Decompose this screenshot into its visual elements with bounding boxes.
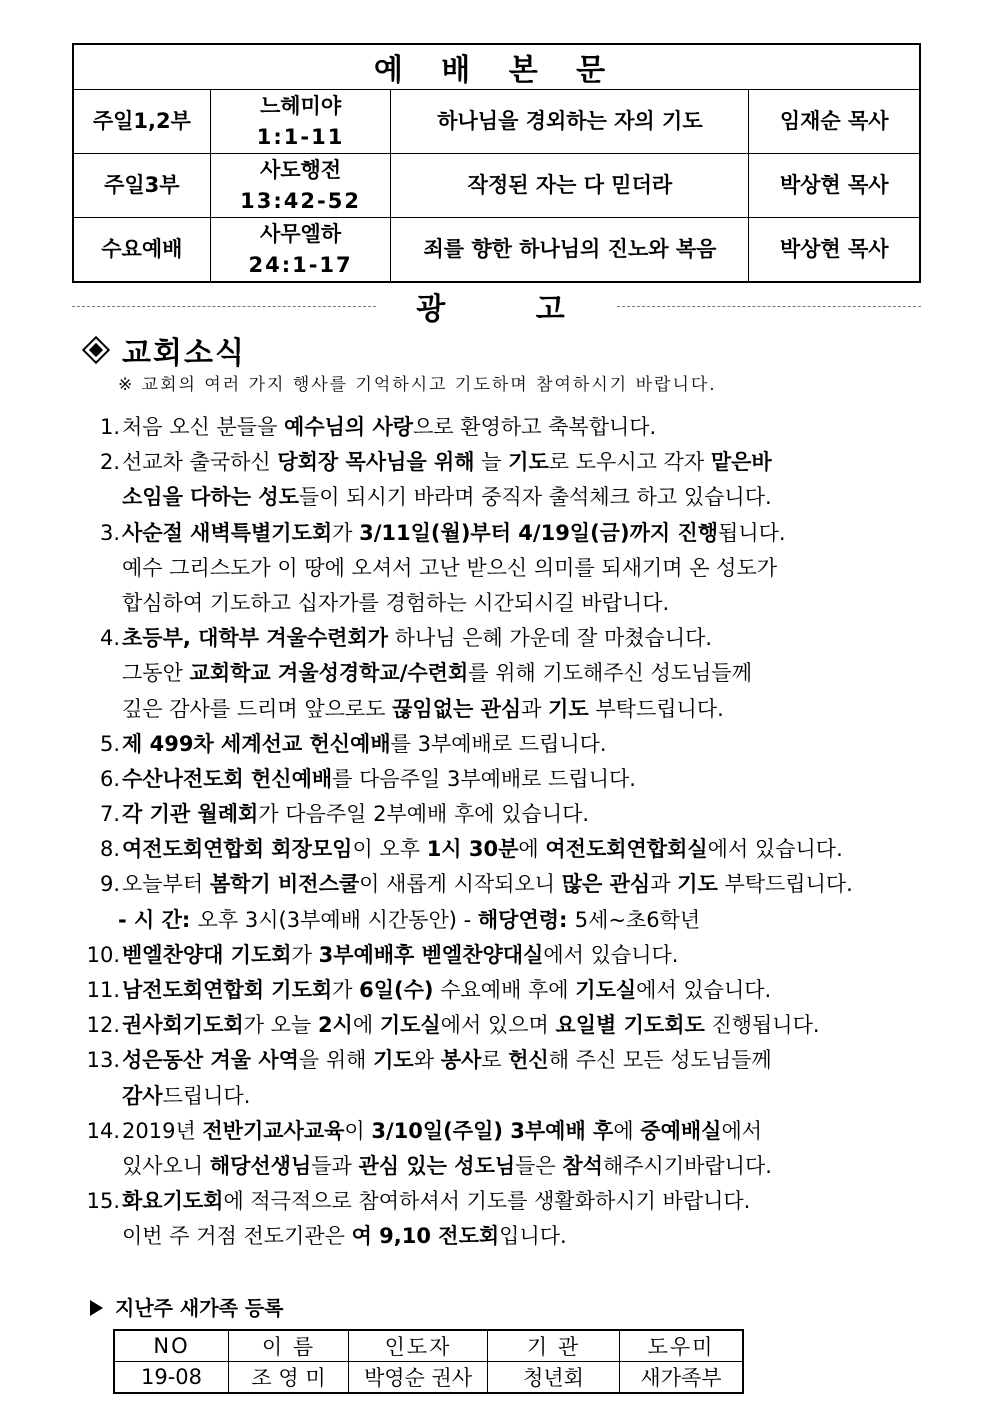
dashed-divider bbox=[72, 306, 376, 307]
column-header: 이 름 bbox=[229, 1330, 349, 1362]
column-header: 기 관 bbox=[488, 1330, 620, 1362]
service-name: 주일1,2부 bbox=[73, 90, 210, 154]
scripture-ref bbox=[210, 218, 391, 283]
scripture-book: 사무엘하 bbox=[259, 221, 342, 246]
sermon-row bbox=[73, 218, 920, 283]
sermon-topic: 작정된 자는 다 믿더라 bbox=[391, 154, 749, 218]
list-item bbox=[72, 832, 932, 867]
service-name: 수요예배 bbox=[73, 218, 210, 283]
list-item bbox=[72, 727, 932, 762]
item-number: 3. bbox=[99, 520, 120, 545]
item-text: 성은동산 겨울 사역을 위해 기도와 봉사로 헌신해 주신 모든 성도님들께 bbox=[122, 1048, 772, 1073]
triangle-bullet-icon bbox=[90, 1300, 103, 1316]
scripture-ref bbox=[210, 90, 391, 154]
scripture-book: 사도행전 bbox=[259, 157, 342, 182]
item-text: 각 기관 월례회가 다음주일 2부예배 후에 있습니다. bbox=[122, 802, 590, 827]
item-number: 11. bbox=[86, 978, 120, 1002]
list-item bbox=[72, 1114, 932, 1149]
scripture-verse: 24:1-17 bbox=[248, 252, 353, 277]
item-continuation: 깊은 감사를 드리며 앞으로도 끊임없는 관심과 기도 부탁드립니다. bbox=[122, 696, 724, 721]
table-cell: 청년회 bbox=[488, 1362, 620, 1394]
news-header bbox=[80, 330, 246, 370]
sermon-table bbox=[72, 43, 921, 283]
list-item bbox=[72, 516, 932, 551]
list-item bbox=[72, 1008, 932, 1043]
item-number: 1. bbox=[99, 415, 120, 439]
announcement-list bbox=[72, 410, 932, 1255]
item-continuation: 그동안 교회학교 겨울성경학교/수련회를 위해 기도해주신 성도님들께 bbox=[122, 661, 752, 686]
preacher: 박상현 목사 bbox=[749, 218, 920, 283]
item-number: 9. bbox=[99, 872, 120, 897]
new-family-header bbox=[90, 1292, 284, 1321]
new-family-table bbox=[113, 1329, 744, 1394]
item-continuation: 감사드립니다. bbox=[122, 1083, 251, 1108]
preacher: 임재순 목사 bbox=[749, 90, 920, 154]
item-number: 6. bbox=[99, 766, 120, 791]
table-cell: 새가족부 bbox=[620, 1362, 744, 1394]
preacher: 박상현 목사 bbox=[749, 154, 920, 218]
sermon-topic: 죄를 향한 하나님의 진노와 복음 bbox=[391, 218, 749, 283]
column-header: NO bbox=[114, 1330, 229, 1362]
sermon-row bbox=[73, 90, 920, 154]
sermon-topic: 하나님을 경외하는 자의 기도 bbox=[391, 90, 749, 154]
item-continuation: 이번 주 거점 전도기관은 여 9,10 전도회입니다. bbox=[122, 1224, 567, 1249]
scripture-book: 느헤미야 bbox=[259, 93, 342, 118]
ad-header bbox=[72, 286, 921, 326]
list-item bbox=[72, 1184, 932, 1219]
scripture-verse: 13:42-52 bbox=[240, 188, 361, 213]
table-header-row bbox=[114, 1330, 743, 1362]
item-number: 13. bbox=[86, 1048, 120, 1073]
item-text: 제 499차 세계선교 헌신예배를 3부예배로 드립니다. bbox=[122, 731, 607, 756]
item-continuation: 있사오니 해당선생님들과 관심 있는 성도님들은 참석해주시기바랍니다. bbox=[122, 1153, 772, 1178]
item-number: 5. bbox=[99, 731, 120, 756]
list-item bbox=[72, 762, 932, 797]
table-cell: 19-08 bbox=[114, 1362, 229, 1394]
item-number: 7. bbox=[99, 802, 120, 827]
item-number: 15. bbox=[86, 1189, 120, 1214]
item-text: 오늘부터 봄학기 비전스쿨이 새롭게 시작되오니 많은 관심과 기도 부탁드립니다. bbox=[122, 872, 853, 897]
item-text: 화요기도회에 적극적으로 참여하셔서 기도를 생활화하시기 바랍니다. bbox=[122, 1189, 751, 1214]
item-text: 남전도회연합회 기도회가 6일(수) 수요예배 후에 기도실에서 있습니다. bbox=[122, 978, 772, 1002]
list-item bbox=[72, 973, 932, 1008]
diamond-bullet-icon bbox=[82, 336, 110, 364]
ad-title: 광 고 bbox=[416, 292, 605, 327]
list-item bbox=[72, 621, 932, 656]
scripture-ref bbox=[210, 154, 391, 218]
item-text: 처음 오신 분들을 예수님의 사랑으로 환영하고 축복합니다. bbox=[122, 415, 657, 439]
list-item bbox=[72, 797, 932, 832]
item-number: 8. bbox=[99, 837, 120, 862]
item-text: 사순절 새벽특별기도회가 3/11일(월)부터 4/19일(금)까지 진행됩니다. bbox=[122, 520, 786, 545]
new-family-title: 지난주 새가족 등록 bbox=[115, 1296, 284, 1320]
table-cell: 조 영 미 bbox=[229, 1362, 349, 1394]
item-number: 14. bbox=[86, 1118, 120, 1143]
column-header: 도우미 bbox=[620, 1330, 744, 1362]
news-title: 교회소식 bbox=[122, 336, 246, 371]
news-note: ※ 교회의 여러 가지 행사를 기억하시고 기도하며 참여하시기 바랍니다. bbox=[118, 375, 717, 395]
service-name: 주일3부 bbox=[73, 154, 210, 218]
list-item bbox=[72, 1043, 932, 1078]
list-item bbox=[72, 445, 932, 480]
sermon-row bbox=[73, 154, 920, 218]
item-text: 초등부, 대학부 겨울수련회가 하나님 은혜 가운데 잘 마쳤습니다. bbox=[122, 626, 713, 651]
dashed-divider bbox=[617, 306, 921, 307]
list-item bbox=[72, 867, 932, 902]
item-continuation: 소임을 다하는 성도들이 되시기 바라며 중직자 출석체크 하고 있습니다. bbox=[122, 485, 772, 510]
item-detail: - 시 간: 오후 3시(3부예배 시간동안) - 해당연령: 5세~초6학년 bbox=[118, 907, 701, 932]
table-cell: 박영순 권사 bbox=[349, 1362, 488, 1394]
item-number: 10. bbox=[86, 942, 120, 967]
item-text: 벧엘찬양대 기도회가 3부예배후 벧엘찬양대실에서 있습니다. bbox=[122, 942, 679, 967]
item-number: 2. bbox=[99, 450, 120, 475]
item-text: 수산나전도회 헌신예배를 다음주일 3부예배로 드립니다. bbox=[122, 766, 636, 791]
item-number: 4. bbox=[99, 626, 120, 651]
item-text: 2019년 전반기교사교육이 3/10일(주일) 3부예배 후에 중예배실에서 bbox=[122, 1118, 763, 1143]
item-text: 여전도회연합회 회장모임이 오후 1시 30분에 여전도회연합회실에서 있습니다. bbox=[122, 837, 843, 862]
list-item bbox=[72, 410, 932, 445]
item-number: 12. bbox=[86, 1013, 120, 1038]
scripture-verse: 1:1-11 bbox=[256, 124, 345, 149]
item-continuation: 합심하여 기도하고 십자가를 경험하는 시간되시길 바랍니다. bbox=[122, 590, 670, 615]
table-row bbox=[114, 1362, 743, 1394]
sermon-title: 예 배 본 문 bbox=[73, 44, 920, 90]
item-text: 선교차 출국하신 당회장 목사님을 위해 늘 기도로 도우시고 각자 맡은바 bbox=[122, 450, 772, 475]
item-text: 권사회기도회가 오늘 2시에 기도실에서 있으며 요일별 기도회도 진행됩니다. bbox=[122, 1013, 820, 1038]
item-continuation: 예수 그리스도가 이 땅에 오셔서 고난 받으신 의미를 되새기며 온 성도가 bbox=[122, 555, 778, 580]
list-item bbox=[72, 938, 932, 973]
column-header: 인도자 bbox=[349, 1330, 488, 1362]
